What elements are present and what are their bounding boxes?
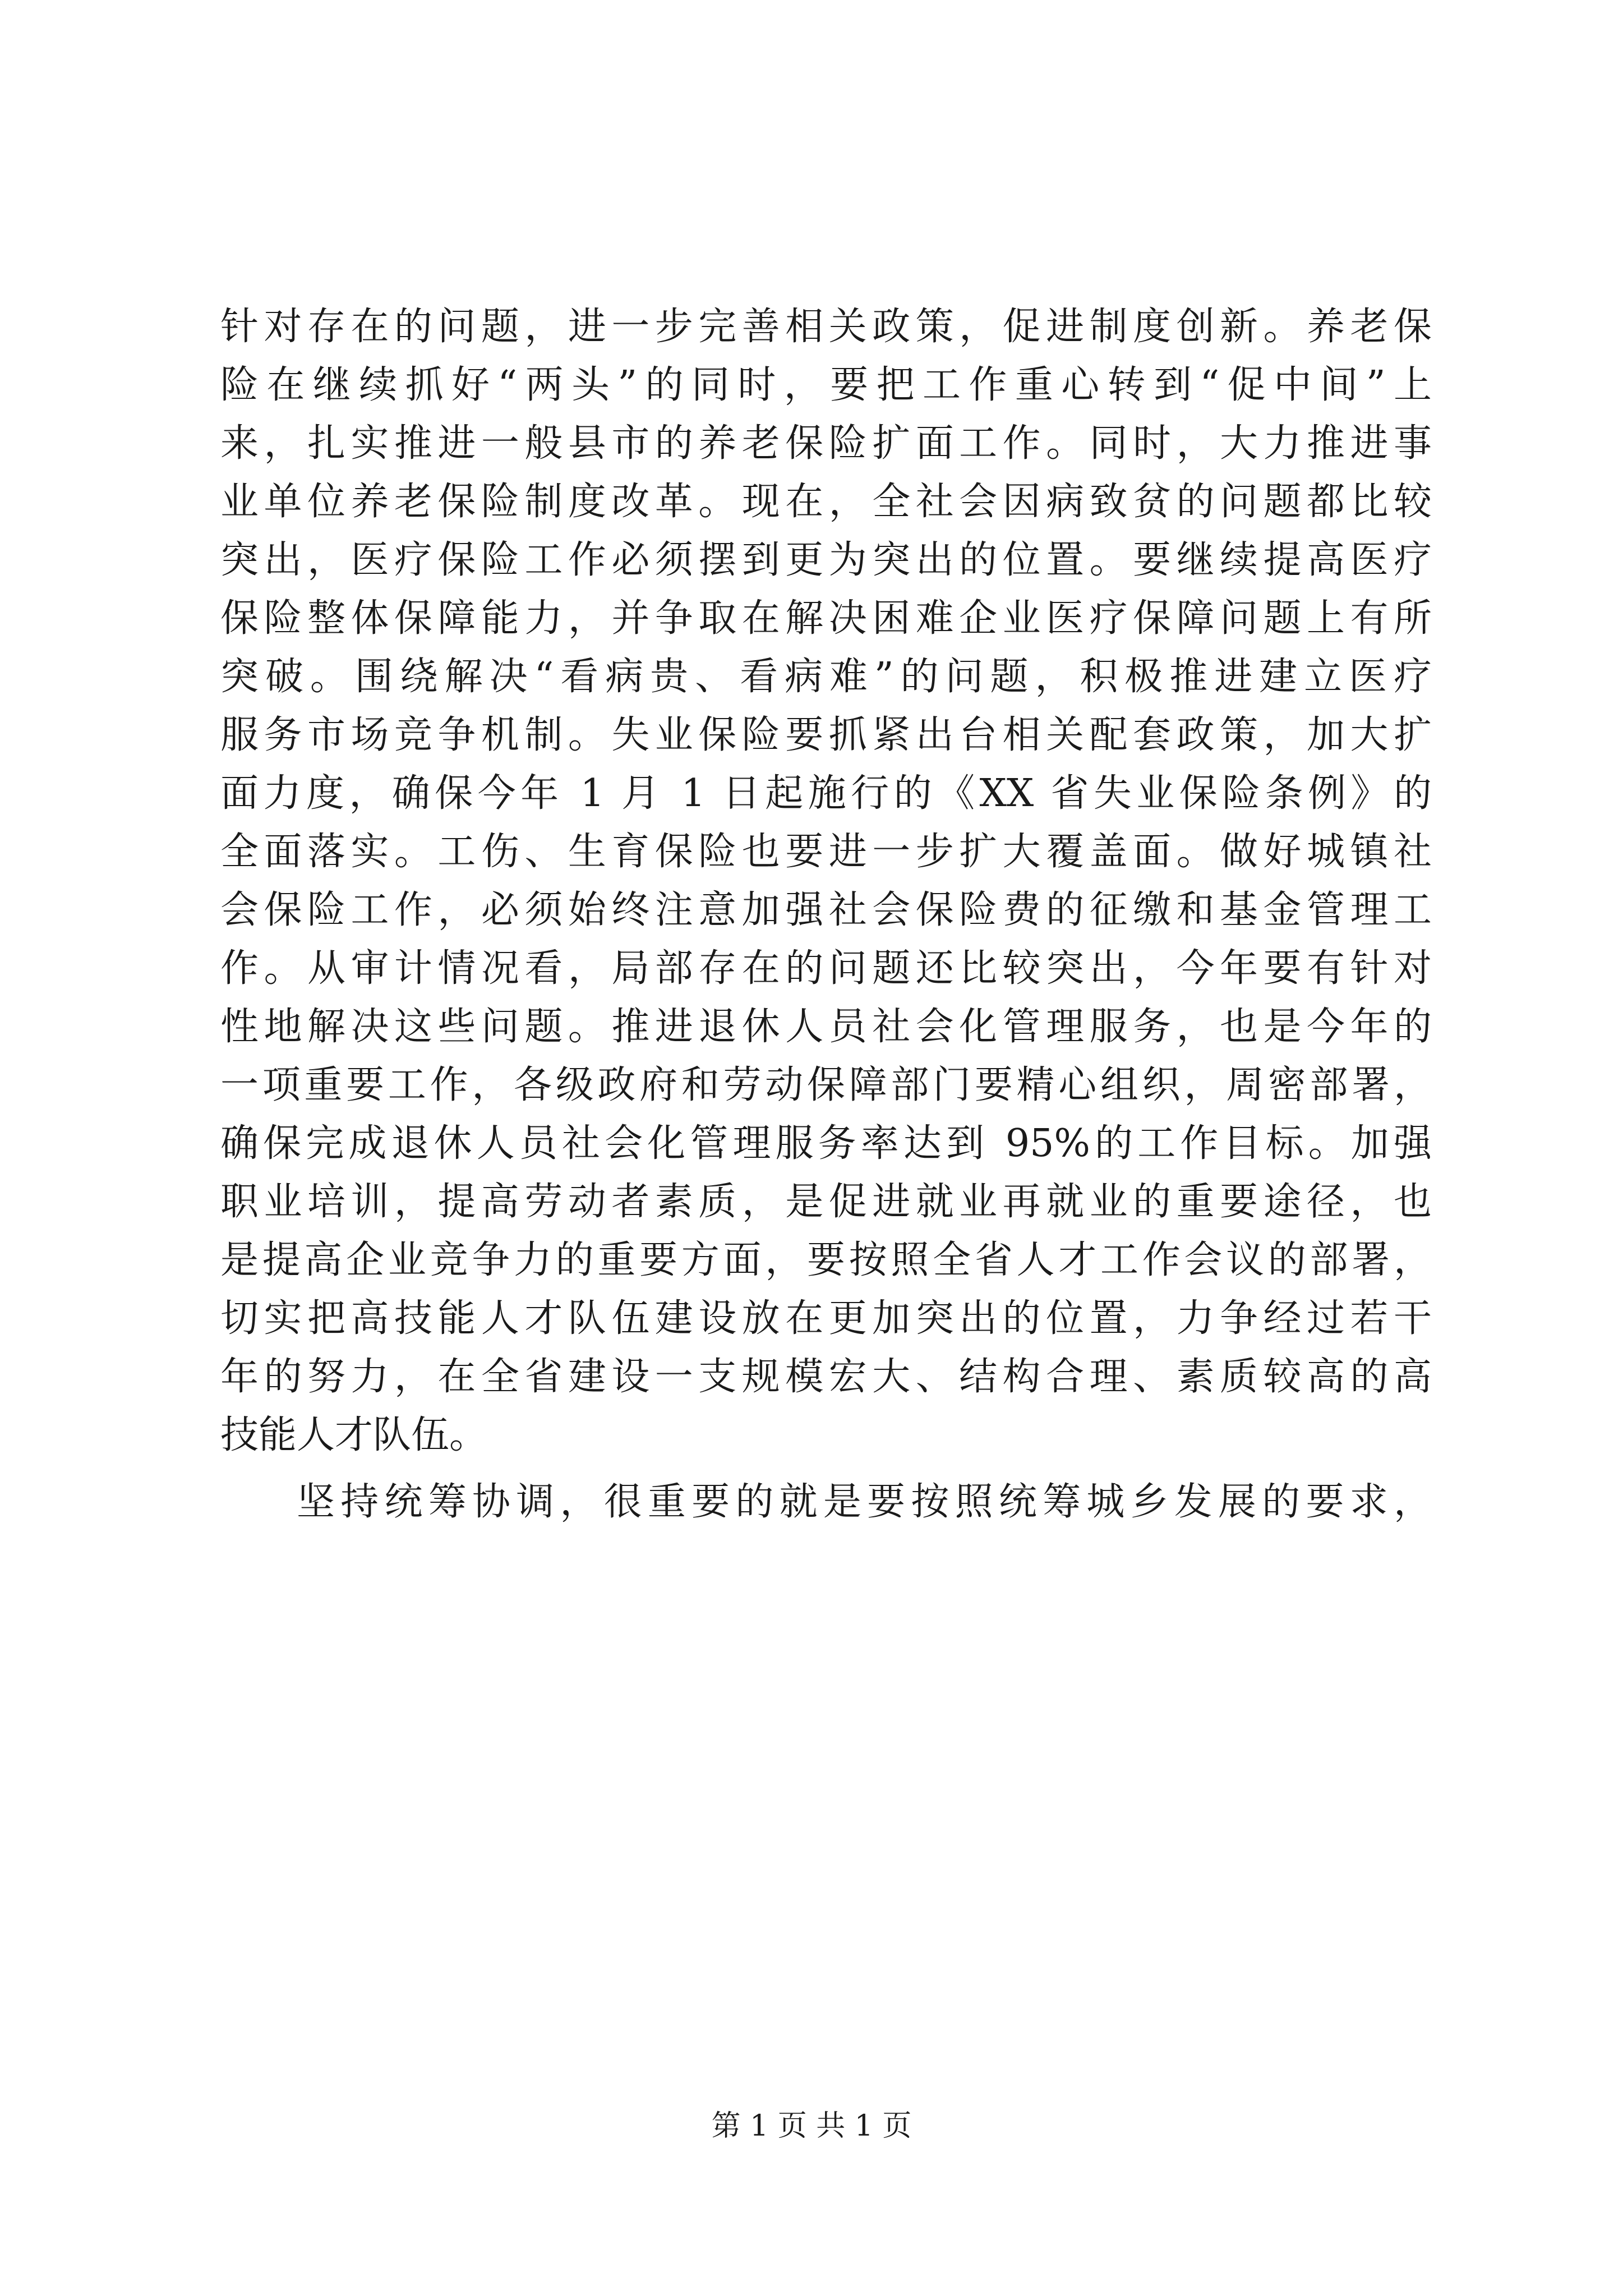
body-text-line: 保险整体保障能力，并争取在解决困难企业医疗保障问题上有所 [220, 596, 1432, 641]
body-text-line: 突破。围绕解决“看病贵、看病难”的问题，积极推进建立医疗 [220, 655, 1432, 699]
body-text-line: 险在继续抓好“两头”的同时，要把工作重心转到“促中间”上 [220, 363, 1432, 407]
body-text-line: 服务市场竞争机制。失业保险要抓紧出台相关配套政策，加大扩 [220, 713, 1432, 757]
body-text-line: 作。从审计情况看，局部存在的问题还比较突出，今年要有针对 [220, 946, 1432, 991]
body-text-line: 全面落实。工伤、生育保险也要进一步扩大覆盖面。做好城镇社 [220, 830, 1432, 874]
body-text-line: 面力度，确保今年 1 月 1 日起施行的《XX 省失业保险条例》的 [220, 771, 1432, 816]
paragraph-end-line: 技能人才队伍。 [220, 1413, 488, 1457]
page-number-footer: 第 1 页 共 1 页 [711, 2109, 912, 2143]
body-text-line: 职业培训，提高劳动者素质，是促进就业再就业的重要途径，也 [220, 1180, 1432, 1224]
body-text-line: 业单位养老保险制度改革。现在，全社会因病致贫的问题都比较 [220, 480, 1432, 524]
body-text-line: 来，扎实推进一般县市的养老保险扩面工作。同时，大力推进事 [220, 421, 1432, 466]
body-text-line: 年的努力，在全省建设一支规模宏大、结构合理、素质较高的高 [220, 1355, 1432, 1399]
body-text-line: 性地解决这些问题。推进退休人员社会化管理服务，也是今年的 [220, 1005, 1432, 1049]
body-text-line: 针对存在的问题，进一步完善相关政策，促进制度创新。养老保 [220, 305, 1432, 349]
body-text-line: 切实把高技能人才队伍建设放在更加突出的位置，力争经过若干 [220, 1296, 1432, 1341]
body-text-line: 确保完成退休人员社会化管理服务率达到 95%的工作目标。加强 [220, 1121, 1432, 1166]
paragraph-start-line: 坚持统筹协调，很重要的就是要按照统筹城乡发展的要求， [297, 1480, 1432, 1524]
body-text-line: 突出，医疗保险工作必须摆到更为突出的位置。要继续提高医疗 [220, 538, 1432, 582]
body-text-line: 一项重要工作，各级政府和劳动保障部门要精心组织，周密部署， [220, 1063, 1432, 1107]
body-text-line: 会保险工作，必须始终注意加强社会保险费的征缴和基金管理工 [220, 888, 1432, 932]
body-text-line: 是提高企业竞争力的重要方面，要按照全省人才工作会议的部署， [220, 1238, 1432, 1282]
